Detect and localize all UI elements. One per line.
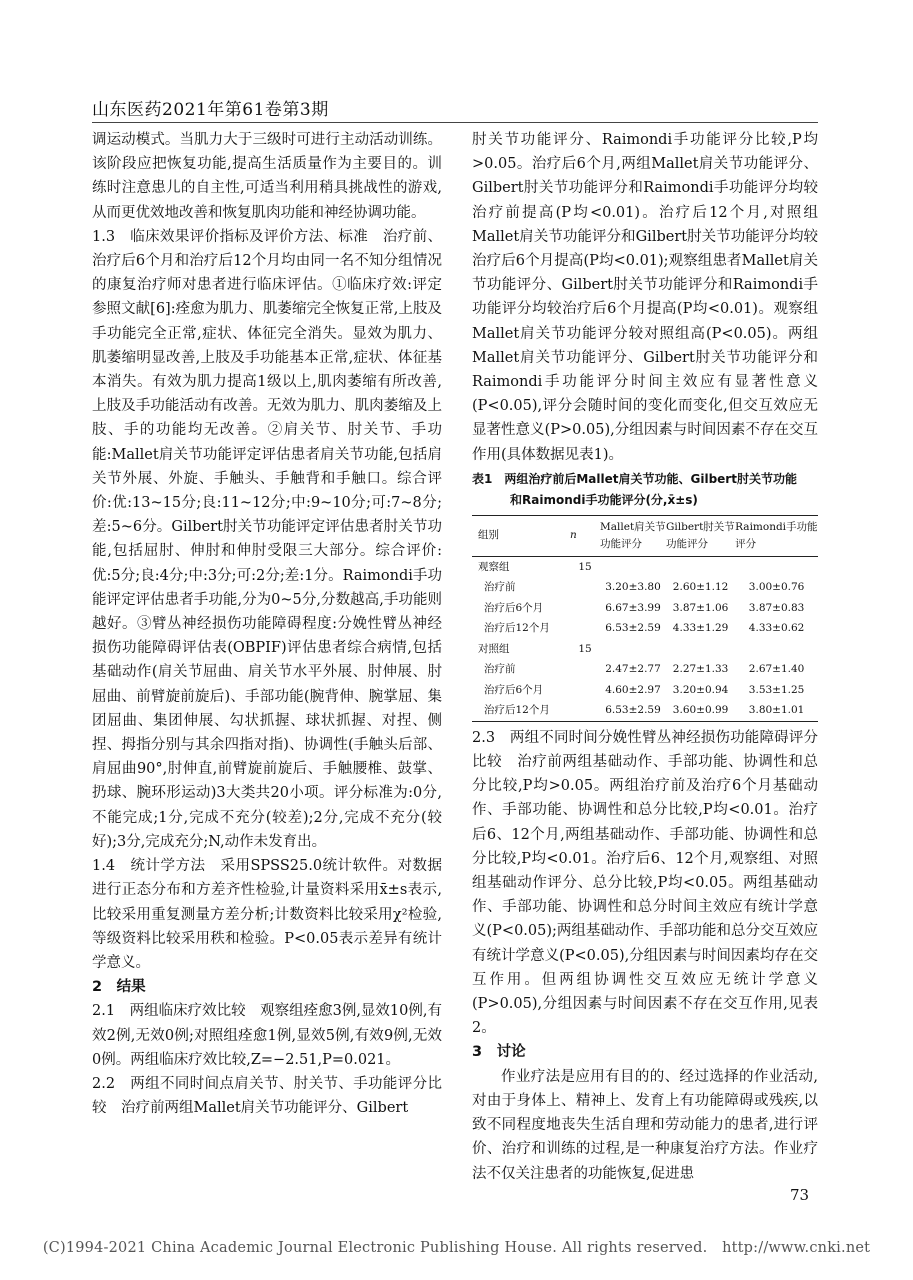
header-group: 组别 bbox=[472, 515, 570, 556]
header-gilbert: Gilbert肘关节 功能评分 bbox=[666, 515, 735, 556]
table-cell-c: 3.87±0.83 bbox=[748, 601, 805, 614]
journal-header: 山东医药2021年第61卷第3期 bbox=[92, 100, 329, 120]
table-cell-n bbox=[570, 618, 600, 639]
table-cell-n bbox=[570, 659, 600, 680]
table-cell-n bbox=[570, 577, 600, 598]
copyright-line: (C)1994-2021 China Academic Journal Electronic Publishing House. All rights reserved. http://www.cnki.net bbox=[42, 1240, 871, 1256]
header-n: n bbox=[570, 515, 600, 556]
paragraph: 肘关节功能评分、Raimondi手功能评分比较,P均>0.05。治疗后6个月,两组Mallet肩关节功能评分、Gilbert肘关节功能评分和Raimondi手功能评分均较治疗前提高(P均<0.01)。治疗后12个月,对照组Mallet肩关节功能评分和Gilbert肘关节功能评分均较治疗后6个月提高(P均<0.01);观察组患者Mallet肩关节功能评分、Gilbert肘关节功能评分和Raimondi手功能评分均较治疗后6个月提高(P均<0.01)。观察组Mallet肩关节功能评分较对照组高(P<0.05)。两组Mallet肩关节功能评分、Gilbert肘关节功能评分和Raimondi手功能评分时间主效应有显著性意义(P<0.05),评分会随时间的变化而变化,但交互效应无显著性意义(P>0.05),分组因素与时间因素不存在交互作用(具体数据见表1)。 bbox=[472, 132, 818, 463]
table-row bbox=[472, 577, 818, 598]
table-cell-b bbox=[666, 639, 735, 660]
table-row bbox=[472, 680, 818, 701]
paragraph: 1.3 临床效果评价指标及评价方法、标准 治疗前、治疗后6个月和治疗后12个月均由同一名不知分组情况的康复治疗师对患者进行临床评估。①临床疗效:评定参照文献[6]:痊愈为肌力、肌萎缩完全恢复正常,上肢及手功能完全正常,症状、体征完全消失。显效为肌力、肌萎缩明显改善,上肢及手功能基本正常,症状、体征基本消失。有效为肌力提高1级以上,肌肉萎缩有所改善,上肢及手功能活动有改善。无效为肌力、肌肉萎缩及上肢、手的功能均无改善。②肩关节、肘关节、手功能:Mallet肩关节功能评定评估患者肩关节功能,包括肩关节外展、外旋、手触头、手触背和手触口。综合评价:优:13~15分;良:11~12分;中:9~10分;可:7~8分;差:5~6分。Gilbert肘关节功能评定评估患者肘关节功能,包括屈肘、伸肘和伸肘受限三大部分。综合评价:优:5分;良:4分;中:3分;可:2分;差:1分。Raimondi手功能评定评估患者手功能,分为0~5分,分数越高,手功能则越好。③臂丛神经损伤功能障碍程度:分娩性臂丛神经损伤功能障碍评估表(OBPIF)评估患者综合病情,包括基础动作(肩关节屈曲、肩关节水平外展、肘伸展、肘屈曲、前臂旋前旋后)、手部功能(腕背伸、腕掌屈、集团屈曲、集团伸展、勾状抓握、球状抓握、对捏、侧捏、拇指分别与其余四指对指)、协调性(手触头后部、肩屈曲90°,肘伸直,前臂旋前旋后、手触腰椎、鼓掌、扔球、腕环形运动)3大类共20小项。评分标准为:0分,不能完成;1分,完成不充分(较差);2分,完成不充分(较好);3分,完成充分;N,动作未发育出。 bbox=[92, 228, 442, 850]
table-cell-c: 3.80±1.01 bbox=[735, 700, 818, 721]
table-body bbox=[472, 556, 818, 721]
paragraph: 2.1 两组临床疗效比较 观察组痊愈3例,显效10例,有效2例,无效0例;对照组痊愈1例,显效5例,有效9例,无效0例。两组临床疗效比较,Z=−2.51,P=0.021。 bbox=[92, 1003, 442, 1068]
page-number: 73 bbox=[790, 1186, 810, 1204]
table-cell-c bbox=[735, 639, 818, 660]
table-cell-b: 3.60±0.99 bbox=[666, 700, 735, 721]
table-cell-b: 2.27±1.33 bbox=[672, 663, 729, 676]
table-1-caption-line1: 表1 两组治疗前后Mallet肩关节功能、Gilbert肘关节功能 bbox=[472, 471, 797, 486]
table-cell-label: 治疗前 bbox=[484, 581, 516, 594]
table-cell-a: 3.20±3.80 bbox=[605, 581, 661, 594]
header-raimondi: Raimondi手功能 评分 bbox=[735, 515, 818, 556]
table-row bbox=[472, 598, 818, 619]
table-cell-label: 治疗后6个月 bbox=[484, 683, 544, 696]
table-row bbox=[472, 659, 818, 680]
table-cell-label: 治疗后6个月 bbox=[484, 601, 544, 614]
table-cell-a: 4.60±2.97 bbox=[605, 683, 661, 696]
table-cell-b: 4.33±1.29 bbox=[672, 622, 729, 635]
paragraph: 2.3 两组不同时间分娩性臂丛神经损伤功能障碍评分比较 治疗前两组基础动作、手部功能、协调性和总分比较,P均>0.05。两组治疗前及治疗6个月基础动作、手部功能、协调性和总分比较,P均<0.01。治疗后6、12个月,两组基础动作、手部功能、协调性和总分比较,P均<0.01。治疗后6、12个月,观察组、对照组基础动作评分、总分比较,P均<0.05。两组基础动作、手部功能、协调性和总分时间主效应有统计学意义(P<0.05);两组基础动作、手部功能和总分交互效应有统计学意义(P<0.05),分组因素与时间因素均存在交互作用。但两组协调性交互效应无统计学意义(P>0.05),分组因素与时间因素不存在交互作用,见表2。 bbox=[472, 729, 818, 1037]
table-cell-a: 6.53±2.59 bbox=[605, 622, 661, 635]
table-cell-a: 6.67±3.99 bbox=[605, 601, 661, 614]
table-cell-label: 治疗前 bbox=[484, 663, 516, 676]
table-row bbox=[472, 639, 818, 660]
paragraph: 3 讨论 bbox=[472, 1044, 526, 1061]
table-cell-c: 2.67±1.40 bbox=[748, 663, 805, 676]
table-cell-label: 治疗后12个月 bbox=[484, 622, 550, 635]
table-header-row bbox=[472, 515, 818, 556]
table-cell-n: 15 bbox=[578, 560, 592, 573]
table-row bbox=[472, 700, 818, 721]
paragraph: 2.2 两组不同时间点肩关节、肘关节、手功能评分比较 治疗前两组Mallet肩关节功能评分、Gilbert bbox=[92, 1075, 442, 1117]
table-cell-a bbox=[600, 556, 666, 577]
table-1-caption bbox=[472, 469, 818, 511]
table-1-caption-line2: 和Raimondi手功能评分(分,x̄±s) bbox=[510, 492, 698, 507]
table-cell-b: 2.60±1.12 bbox=[672, 581, 729, 594]
table-cell-c bbox=[735, 556, 818, 577]
table-1 bbox=[472, 515, 818, 722]
table-cell-a: 2.47±2.77 bbox=[605, 663, 661, 676]
header-mallet: Mallet肩关节 功能评分 bbox=[600, 515, 666, 556]
left-column bbox=[92, 128, 442, 1120]
right-column-top-text bbox=[472, 128, 818, 467]
paragraph: 1.4 统计学方法 采用SPSS25.0统计软件。对数据进行正态分布和方差齐性检验,计量资料采用x̄±s表示,比较采用重复测量方差分析;计数资料比较采用χ²检验,等级资料比较采用秩和检验。P<0.05表示差异有统计学意义。 bbox=[92, 858, 442, 971]
table-cell-n bbox=[570, 598, 600, 619]
table-cell-b bbox=[666, 556, 735, 577]
right-column bbox=[472, 128, 818, 1186]
table-cell-c: 3.00±0.76 bbox=[748, 581, 805, 594]
table-row bbox=[472, 556, 818, 577]
table-cell-n bbox=[570, 700, 600, 721]
header-rule bbox=[92, 122, 818, 123]
right-column-bottom-text bbox=[472, 726, 818, 1186]
table-cell-b: 3.20±0.94 bbox=[672, 683, 729, 696]
table-cell-label: 治疗后12个月 bbox=[472, 700, 570, 721]
table-cell-label: 观察组 bbox=[478, 560, 510, 573]
table-cell-c: 4.33±0.62 bbox=[748, 622, 805, 635]
paragraph: 作业疗法是应用有目的的、经过选择的作业活动,对由于身体上、精神上、发育上有功能障碍或残疾,以致不同程度地丧失生活自理和劳动能力的患者,进行评价、治疗和训练的过程,是一种康复治疗方法。作业疗法不仅关注患者的功能恢复,促进患 bbox=[472, 1068, 818, 1182]
paragraph: 2 结果 bbox=[92, 979, 146, 996]
table-cell-c: 3.53±1.25 bbox=[748, 683, 805, 696]
table-cell-b: 3.87±1.06 bbox=[672, 601, 729, 614]
table-cell-n: 15 bbox=[578, 642, 592, 655]
paragraph: 调运动模式。当肌力大于三级时可进行主动活动训练。该阶段应把恢复功能,提高生活质量作为主要目的。训练时注意患儿的自主性,可适当利用稍具挑战性的游戏,从而更优效地改善和恢复肌肉功能和神经协调功能。 bbox=[92, 132, 442, 221]
table-cell-n bbox=[570, 680, 600, 701]
table-cell-a: 6.53±2.59 bbox=[600, 700, 666, 721]
table-row bbox=[472, 618, 818, 639]
table-cell-a bbox=[600, 639, 666, 660]
table-cell-label: 对照组 bbox=[478, 642, 510, 655]
